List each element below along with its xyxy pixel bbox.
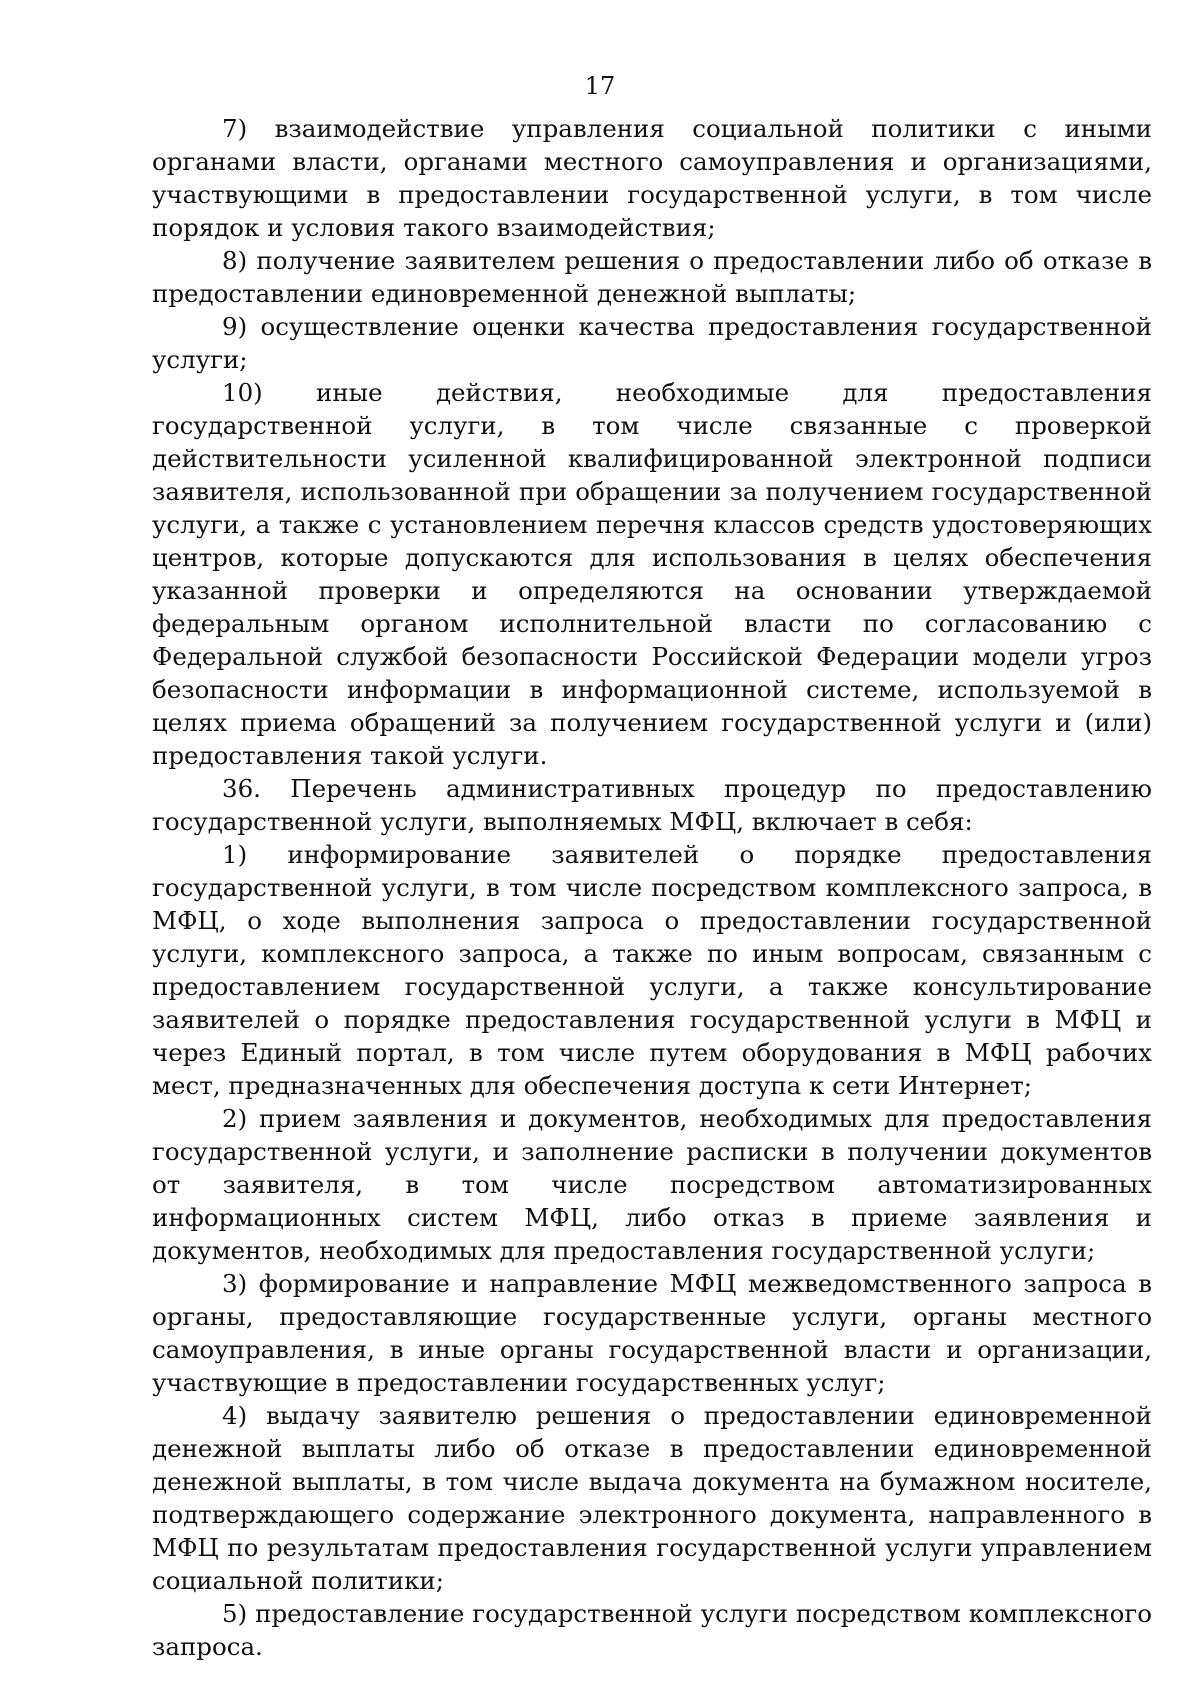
item-number: 2) — [222, 1104, 248, 1133]
paragraph-item-5 — [152, 1597, 1152, 1663]
document-body — [152, 112, 1152, 1663]
item-number: 10) — [222, 378, 263, 407]
paragraph-item-10 — [152, 376, 1152, 772]
paragraph-item-3 — [152, 1267, 1152, 1399]
item-number: 1) — [222, 840, 248, 869]
paragraph-item-9 — [152, 310, 1152, 376]
item-text: получение заявителем решения о предоставлении либо об отказе в предоставлении единовременной денежной выплаты; — [152, 246, 1152, 308]
item-text: осуществление оценки качества предоставления государственной услуги; — [152, 312, 1152, 374]
item-number: 8) — [222, 246, 248, 275]
paragraph-section-36 — [152, 772, 1152, 838]
item-text: информирование заявителей о порядке предоставления государственной услуги, в том числе посредством комплексного запроса, в МФЦ, о ходе выполнения запроса о предоставлении государственной услуги, комплексного запроса, а также по иным вопросам, связанным с предоставлением государственной услуги, а также консультирование заявителей о порядке предоставления государственной услуги в МФЦ и через Единый портал, в том числе путем оборудования в МФЦ рабочих мест, предназначенных для обеспечения доступа к сети Интернет; — [152, 840, 1152, 1100]
item-number: 7) — [222, 114, 248, 143]
section-number: 36. — [222, 774, 261, 803]
item-number: 4) — [222, 1401, 248, 1430]
paragraph-item-1 — [152, 838, 1152, 1102]
paragraph-item-2 — [152, 1102, 1152, 1267]
paragraph-item-7 — [152, 112, 1152, 244]
item-text: предоставление государственной услуги посредством комплексного запроса. — [152, 1599, 1152, 1661]
item-number: 3) — [222, 1269, 248, 1298]
item-text: иные действия, необходимые для предоставления государственной услуги, в том числе связанные с проверкой действительности усиленной квалифицированной электронной подписи заявителя, использованной при обращении за получением государственной услуги, а также с установлением перечня классов средств удостоверяющих центров, которые допускаются для использования в целях обеспечения указанной проверки и определяются на основании утверждаемой федеральным органом исполнительной власти по согласованию с Федеральной службой безопасности Российской Федерации модели угроз безопасности информации в информационной системе, используемой в целях приема обращений за получением государственной услуги и (или) предоставления такой услуги. — [152, 378, 1152, 770]
item-text: прием заявления и документов, необходимых для предоставления государственной услуги, и заполнение расписки в получении документов от заявителя, в том числе посредством автоматизированных информационных систем МФЦ, либо отказ в приеме заявления и документов, необходимых для предоставления государственной услуги; — [152, 1104, 1152, 1265]
paragraph-item-4 — [152, 1399, 1152, 1597]
item-text: взаимодействие управления социальной политики с иными органами власти, органами местного самоуправления и организациями, участвующими в предоставлении государственной услуги, в том числе порядок и условия такого взаимодействия; — [152, 114, 1152, 242]
item-text: выдачу заявителю решения о предоставлении единовременной денежной выплаты либо об отказе в предоставлении единовременной денежной выплаты, в том числе выдача документа на бумажном носителе, подтверждающего содержание электронного документа, направленного в МФЦ по результатам предоставления государственной услуги управлением социальной политики; — [152, 1401, 1152, 1595]
page-number: 17 — [584, 72, 616, 100]
item-text: формирование и направление МФЦ межведомственного запроса в органы, предоставляющие государственные услуги, органы местного самоуправления, в иные органы государственной власти и организации, участвующие в предоставлении государственных услуг; — [152, 1269, 1152, 1397]
item-number: 5) — [222, 1599, 248, 1628]
section-text: Перечень административных процедур по предоставлению государственной услуги, выполняемых МФЦ, включает в себя: — [152, 774, 1152, 836]
item-number: 9) — [222, 312, 248, 341]
paragraph-item-8 — [152, 244, 1152, 310]
